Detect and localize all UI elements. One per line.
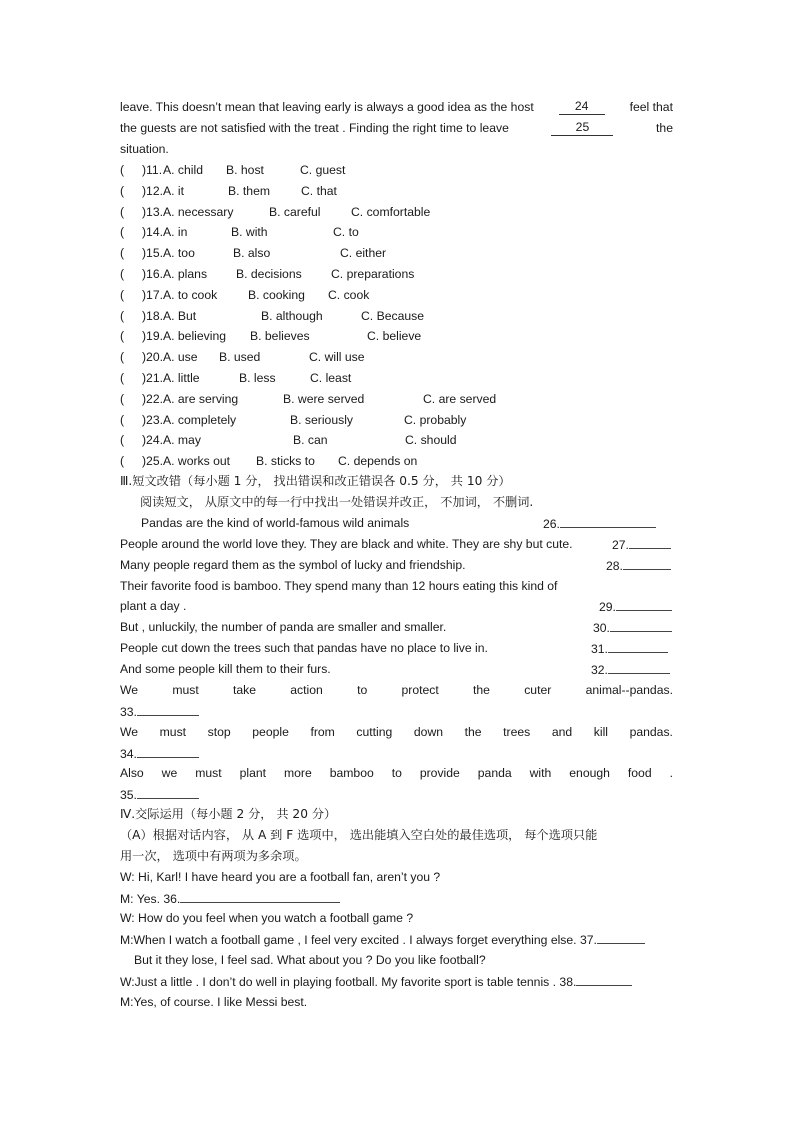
question-number: )15. bbox=[142, 246, 164, 261]
option-a: A. little bbox=[163, 371, 200, 385]
answer-number: 27. bbox=[612, 538, 629, 552]
word: food bbox=[627, 766, 652, 780]
answer-33[interactable] bbox=[120, 703, 673, 720]
answer-paren[interactable]: ( bbox=[120, 246, 125, 261]
answer-paren[interactable]: ( bbox=[120, 329, 125, 344]
word: must bbox=[172, 683, 199, 697]
answer-paren[interactable]: ( bbox=[120, 412, 125, 427]
word: from bbox=[310, 724, 335, 739]
answer-31[interactable] bbox=[591, 640, 668, 657]
word: protect bbox=[401, 683, 439, 697]
word: take bbox=[232, 683, 257, 697]
question-number: )16. bbox=[142, 267, 164, 281]
question-number: )20. bbox=[142, 350, 164, 365]
blank-24[interactable]: 24 bbox=[559, 99, 605, 115]
answer-number: 32. bbox=[591, 663, 608, 677]
word: Also bbox=[120, 766, 144, 780]
answer-paren[interactable]: ( bbox=[120, 267, 125, 281]
word: to bbox=[391, 766, 402, 780]
option-c: C. to bbox=[333, 225, 359, 240]
answer-number: 35. bbox=[120, 788, 137, 802]
question-number: )22. bbox=[142, 391, 164, 406]
dialogue-text: M:When I watch a football game , I feel very excited . I always forget everything else. 37. bbox=[120, 933, 597, 947]
dialogue-text: M: Yes. 36. bbox=[120, 892, 181, 906]
section-4-title: Ⅳ.交际运用（每小题 2 分， 共 20 分） bbox=[120, 807, 337, 821]
option-b: B. host bbox=[226, 163, 264, 177]
answer-number: 33. bbox=[120, 705, 137, 719]
dialogue-line: W: How do you feel when you watch a football game ? bbox=[120, 911, 414, 925]
option-a: A. are serving bbox=[163, 391, 239, 406]
option-b: B. can bbox=[293, 433, 328, 448]
word: . bbox=[669, 766, 673, 780]
option-b: B. less bbox=[239, 371, 276, 385]
word: panda bbox=[477, 766, 512, 780]
answer-paren[interactable]: ( bbox=[120, 350, 125, 365]
option-b: B. were served bbox=[283, 391, 365, 406]
correction-line-33 bbox=[120, 682, 673, 698]
dialogue-line: But it they lose, I feel sad. What about you ? Do you like football? bbox=[134, 953, 486, 967]
correction-line-29b: plant a day . bbox=[120, 599, 187, 613]
correction-line-26: Pandas are the kind of world-famous wild animals bbox=[141, 516, 410, 530]
answer-34[interactable] bbox=[120, 745, 673, 762]
answer-29[interactable] bbox=[599, 598, 672, 615]
option-b: B. decisions bbox=[236, 267, 302, 281]
option-a: A. child bbox=[163, 163, 203, 177]
answer-blank-38[interactable] bbox=[576, 973, 632, 986]
option-c: C. comfortable bbox=[351, 204, 431, 219]
word: and bbox=[551, 724, 573, 739]
word: down bbox=[413, 724, 444, 739]
answer-blank[interactable] bbox=[608, 661, 670, 674]
answer-28[interactable] bbox=[606, 557, 671, 574]
passage-line-1 bbox=[120, 99, 673, 115]
word: bamboo bbox=[329, 766, 374, 780]
option-b: B. with bbox=[231, 225, 268, 240]
question-number: )23. bbox=[142, 412, 164, 427]
word: enough bbox=[569, 766, 610, 780]
option-b: B. also bbox=[233, 246, 271, 261]
word: must bbox=[159, 724, 187, 739]
question-number: )19. bbox=[142, 329, 164, 344]
answer-paren[interactable]: ( bbox=[120, 433, 125, 448]
word: must bbox=[195, 766, 222, 780]
passage-line-2 bbox=[120, 120, 673, 136]
question-number: )21. bbox=[142, 371, 164, 385]
answer-30[interactable] bbox=[593, 619, 672, 636]
word: the bbox=[464, 724, 482, 739]
option-c: C. believe bbox=[367, 329, 422, 344]
correction-line-32: And some people kill them to their furs. bbox=[120, 662, 331, 676]
word: more bbox=[283, 766, 312, 780]
option-c: C. least bbox=[310, 371, 352, 385]
answer-paren[interactable]: ( bbox=[120, 204, 125, 219]
section-3-title: Ⅲ.短文改错（每小题 1 分， 找出错误和改正错误各 0.5 分， 共 10 分） bbox=[120, 474, 511, 488]
option-c: C. Because bbox=[361, 308, 425, 323]
answer-number: 26. bbox=[543, 517, 560, 531]
option-b: B. although bbox=[261, 308, 323, 323]
answer-number: 34. bbox=[120, 746, 137, 761]
answer-blank[interactable] bbox=[623, 557, 671, 570]
passage-line-3: situation. bbox=[120, 142, 169, 156]
answer-blank-36[interactable] bbox=[180, 890, 340, 903]
option-a: A. use bbox=[163, 350, 198, 365]
option-b: B. believes bbox=[250, 329, 310, 344]
option-c: C. guest bbox=[300, 163, 346, 177]
word: We bbox=[120, 724, 139, 739]
correction-line-34 bbox=[120, 724, 673, 740]
word: with bbox=[529, 766, 552, 780]
question-number: )11. bbox=[142, 163, 163, 177]
option-a: A. necessary bbox=[163, 204, 234, 219]
option-c: C. probably bbox=[404, 412, 467, 427]
option-c: C. either bbox=[340, 246, 387, 261]
option-b: B. cooking bbox=[248, 287, 305, 302]
question-number: )18. bbox=[142, 308, 164, 323]
correction-line-29a: Their favorite food is bamboo. They spend many than 12 hours eating this kind of bbox=[120, 579, 558, 593]
option-b: B. careful bbox=[269, 204, 321, 219]
option-a: A. it bbox=[163, 183, 184, 198]
dialogue-line: M:Yes, of course. I like Messi best. bbox=[120, 995, 308, 1009]
correction-line-31: People cut down the trees such that pandas have no place to live in. bbox=[120, 641, 488, 655]
dialogue-line: W: Hi, Karl! I have heard you are a football fan, aren’t you ? bbox=[120, 870, 441, 884]
section-4-instruction-2: 用一次， 选项中有两项为多余项。 bbox=[120, 849, 307, 863]
option-a: A. in bbox=[163, 225, 188, 240]
word: the bbox=[473, 683, 490, 697]
answer-32[interactable] bbox=[591, 661, 670, 678]
word: action bbox=[290, 683, 323, 697]
answer-paren[interactable]: ( bbox=[120, 163, 125, 177]
word: kill bbox=[593, 724, 608, 739]
option-a: A. believing bbox=[163, 329, 227, 344]
option-b: B. them bbox=[228, 183, 270, 198]
question-number: )12. bbox=[142, 183, 164, 198]
word: provide bbox=[419, 766, 460, 780]
correction-line-35 bbox=[120, 765, 673, 781]
blank-25[interactable]: 25 bbox=[551, 120, 613, 136]
word: trees bbox=[503, 724, 531, 739]
passage-text: leave. This doesn’t mean that leaving early is always a good idea as the host bbox=[120, 100, 534, 114]
answer-35[interactable] bbox=[120, 786, 673, 803]
word: to bbox=[357, 683, 368, 697]
answer-blank[interactable] bbox=[137, 786, 199, 799]
option-a: A. plans bbox=[163, 267, 208, 281]
answer-blank[interactable] bbox=[629, 536, 671, 549]
answer-blank[interactable] bbox=[560, 515, 656, 528]
correction-line-28: Many people regard them as the symbol of lucky and friendship. bbox=[120, 558, 466, 572]
word: We bbox=[120, 683, 139, 697]
option-c: C. depends on bbox=[338, 454, 418, 469]
option-a: A. too bbox=[163, 246, 195, 261]
question-number: )14. bbox=[142, 225, 164, 240]
option-a: A. to cook bbox=[163, 287, 218, 302]
answer-number: 30. bbox=[593, 621, 610, 635]
word: cutting bbox=[356, 724, 393, 739]
section-3-instruction: 阅读短文， 从原文中的每一行中找出一处错误并改正， 不加词， 不删词. bbox=[140, 495, 534, 509]
option-b: B. used bbox=[219, 350, 261, 365]
word: pandas. bbox=[629, 724, 673, 739]
answer-paren[interactable]: ( bbox=[120, 371, 125, 385]
question-number: )17. bbox=[142, 287, 164, 302]
option-c: C. cook bbox=[328, 287, 370, 302]
section-4-instruction-1: （A）根据对话内容， 从 A 到 F 选项中， 选出能填入空白处的最佳选项， 每个选项只能 bbox=[120, 828, 598, 842]
option-b: B. sticks to bbox=[256, 454, 315, 469]
answer-paren[interactable]: ( bbox=[120, 308, 125, 323]
question-number: )13. bbox=[142, 204, 164, 219]
word: animal--pandas. bbox=[585, 683, 673, 697]
passage-text: feel that bbox=[629, 100, 673, 114]
answer-blank[interactable] bbox=[616, 598, 672, 611]
option-a: A. may bbox=[163, 433, 201, 448]
word: stop bbox=[207, 724, 231, 739]
answer-number: 29. bbox=[599, 600, 616, 614]
option-c: C. that bbox=[301, 183, 337, 198]
word: cuter bbox=[524, 683, 552, 697]
answer-blank[interactable] bbox=[137, 745, 199, 758]
option-a: A. completely bbox=[163, 412, 237, 427]
answer-number: 28. bbox=[606, 559, 623, 573]
option-a: A. works out bbox=[163, 454, 231, 469]
answer-paren[interactable]: ( bbox=[120, 225, 125, 240]
question-number: )24. bbox=[142, 433, 164, 448]
dialogue-text: W:Just a little . I don’t do well in playing football. My favorite sport is table tennis . 38. bbox=[120, 975, 577, 989]
answer-27[interactable] bbox=[612, 536, 671, 553]
question-number: )25. bbox=[142, 454, 164, 469]
answer-blank[interactable] bbox=[610, 619, 672, 632]
answer-number: 31. bbox=[591, 642, 608, 656]
option-c: C. should bbox=[405, 433, 457, 448]
answer-paren[interactable]: ( bbox=[120, 287, 125, 302]
dialogue-line bbox=[120, 973, 673, 990]
word: we bbox=[161, 766, 178, 780]
dialogue-line bbox=[120, 931, 673, 948]
dialogue-line bbox=[120, 890, 673, 907]
option-a: A. But bbox=[163, 308, 197, 323]
answer-blank[interactable] bbox=[137, 703, 199, 716]
word: plant bbox=[239, 766, 267, 780]
answer-blank[interactable] bbox=[608, 640, 668, 653]
word: people bbox=[252, 724, 289, 739]
option-b: B. seriously bbox=[290, 412, 353, 427]
passage-text: the bbox=[656, 121, 673, 135]
answer-paren[interactable]: ( bbox=[120, 391, 125, 406]
answer-26[interactable] bbox=[543, 515, 656, 532]
passage-text: the guests are not satisfied with the treat . Finding the right time to leave bbox=[120, 121, 509, 135]
option-c: C. preparations bbox=[331, 267, 415, 281]
correction-line-30: But , unluckily, the number of panda are smaller and smaller. bbox=[120, 620, 447, 634]
answer-paren[interactable]: ( bbox=[120, 454, 125, 469]
answer-paren[interactable]: ( bbox=[120, 183, 125, 198]
option-c: C. will use bbox=[309, 350, 365, 365]
correction-line-27: People around the world love they. They are black and white. They are shy but cute. bbox=[120, 537, 573, 551]
answer-blank-37[interactable] bbox=[597, 931, 645, 944]
option-c: C. are served bbox=[423, 391, 497, 406]
